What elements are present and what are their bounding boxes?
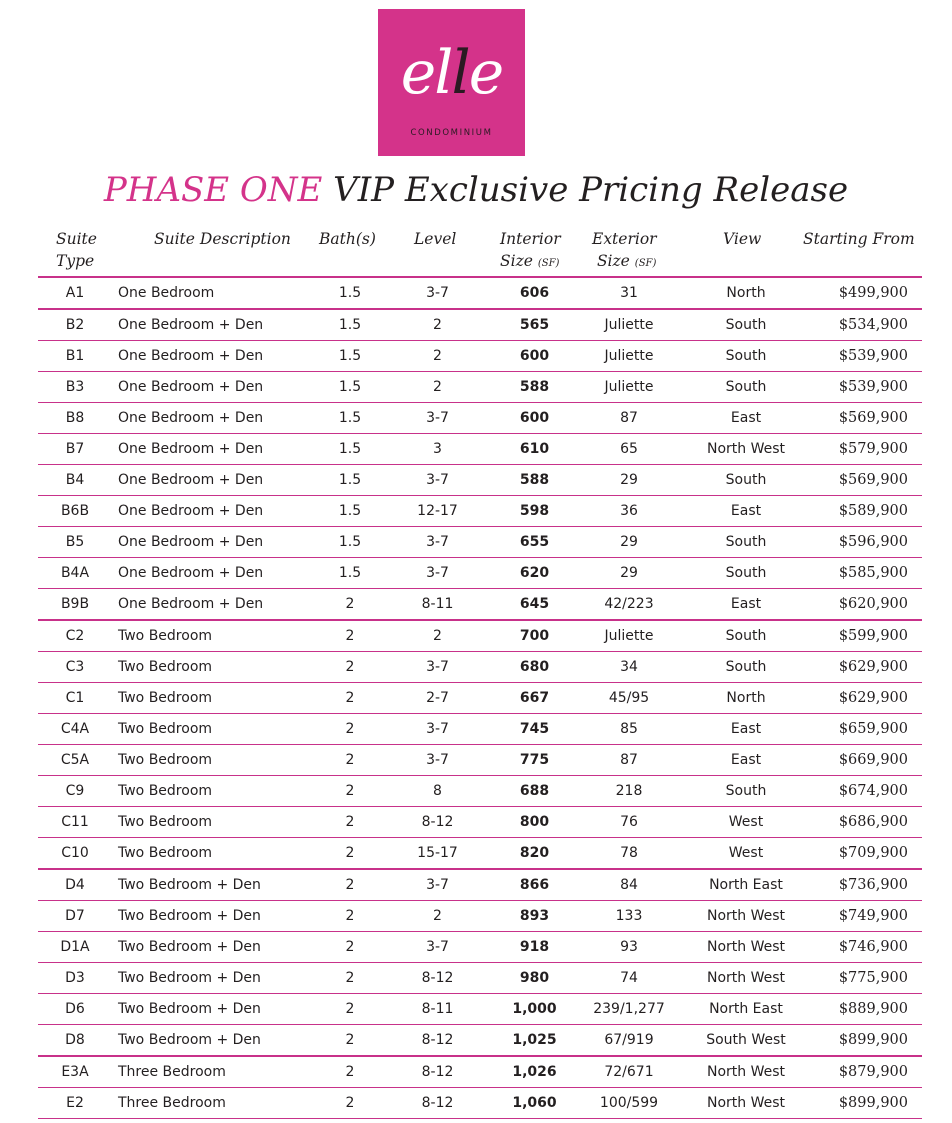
level-cell: 8-12 [392,807,483,838]
exterior-size-cell: 239/1,277 [586,994,672,1025]
baths-cell: 1.5 [308,434,392,465]
starting-price-cell: $749,900 [820,901,922,932]
baths-cell: 2 [308,683,392,714]
header-suite-description: Suite Description [154,230,291,248]
exterior-size-cell: Juliette [586,620,672,652]
starting-price-cell: $539,900 [820,341,922,372]
suite-description-cell: Two Bedroom + Den [112,963,308,994]
suite-type-cell: B1 [38,341,112,372]
starting-price-cell: $569,900 [820,403,922,434]
table-row [38,994,922,1025]
exterior-size-cell: 84 [586,869,672,901]
starting-price-cell: $674,900 [820,776,922,807]
interior-size-cell: 598 [483,496,586,527]
level-cell: 2 [392,309,483,341]
starting-price-cell: $569,900 [820,465,922,496]
suite-type-cell: D4 [38,869,112,901]
exterior-size-cell: 45/95 [586,683,672,714]
interior-size-cell: 1,026 [483,1056,586,1088]
suite-type-cell: B4A [38,558,112,589]
interior-size-cell: 1,060 [483,1088,586,1119]
table-row [38,901,922,932]
level-cell: 3-7 [392,527,483,558]
view-cell: South [672,620,820,652]
starting-price-cell: $534,900 [820,309,922,341]
header-suite-type: Suite Type [56,230,97,270]
table-row [38,1056,922,1088]
starting-price-cell: $746,900 [820,932,922,963]
view-cell: East [672,714,820,745]
table-row [38,620,922,652]
interior-size-cell: 667 [483,683,586,714]
level-cell: 3-7 [392,652,483,683]
baths-cell: 2 [308,745,392,776]
exterior-size-cell: 133 [586,901,672,932]
suite-description-cell: Two Bedroom + Den [112,1025,308,1057]
baths-cell: 2 [308,901,392,932]
interior-size-cell: 918 [483,932,586,963]
baths-cell: 1.5 [308,496,392,527]
baths-cell: 2 [308,776,392,807]
starting-price-cell: $596,900 [820,527,922,558]
suite-description-cell: One Bedroom + Den [112,496,308,527]
interior-size-cell: 700 [483,620,586,652]
suite-type-cell: B2 [38,309,112,341]
suite-description-cell: Two Bedroom + Den [112,994,308,1025]
suite-type-cell: D6 [38,994,112,1025]
suite-type-cell: A1 [38,277,112,309]
exterior-size-cell: 87 [586,745,672,776]
interior-size-cell: 1,025 [483,1025,586,1057]
table-row [38,652,922,683]
view-cell: North West [672,1088,820,1119]
suite-type-cell: C1 [38,683,112,714]
table-row [38,341,922,372]
table-row [38,807,922,838]
suite-description-cell: Three Bedroom [112,1088,308,1119]
interior-size-cell: 588 [483,465,586,496]
starting-price-cell: $889,900 [820,994,922,1025]
baths-cell: 2 [308,1025,392,1057]
interior-size-cell: 610 [483,434,586,465]
starting-price-cell: $659,900 [820,714,922,745]
exterior-size-cell: 29 [586,558,672,589]
view-cell: South West [672,1025,820,1057]
starting-price-cell: $629,900 [820,683,922,714]
starting-price-cell: $669,900 [820,745,922,776]
table-row [38,932,922,963]
header-level: Level [414,230,457,248]
suite-type-cell: C5A [38,745,112,776]
exterior-size-cell: Juliette [586,341,672,372]
suite-description-cell: Two Bedroom [112,807,308,838]
table-row [38,277,922,309]
level-cell: 8-12 [392,963,483,994]
view-cell: South [672,309,820,341]
starting-price-cell: $620,900 [820,589,922,621]
table-row [38,527,922,558]
baths-cell: 1.5 [308,372,392,403]
interior-size-cell: 600 [483,403,586,434]
suite-type-cell: C4A [38,714,112,745]
starting-price-cell: $775,900 [820,963,922,994]
level-cell: 3-7 [392,403,483,434]
interior-size-cell: 688 [483,776,586,807]
level-cell: 2 [392,620,483,652]
table-row [38,309,922,341]
interior-size-cell: 655 [483,527,586,558]
view-cell: North West [672,901,820,932]
baths-cell: 2 [308,589,392,621]
exterior-size-cell: 218 [586,776,672,807]
suite-description-cell: One Bedroom + Den [112,341,308,372]
view-cell: South [672,465,820,496]
view-cell: North [672,683,820,714]
exterior-size-cell: 34 [586,652,672,683]
exterior-size-cell: 65 [586,434,672,465]
pricing-table [38,276,922,1119]
logo-subtitle: CONDOMINIUM [410,128,493,138]
baths-cell: 2 [308,932,392,963]
interior-size-cell: 866 [483,869,586,901]
level-cell: 15-17 [392,838,483,870]
baths-cell: 1.5 [308,465,392,496]
view-cell: East [672,496,820,527]
level-cell: 12-17 [392,496,483,527]
suite-description-cell: Two Bedroom [112,776,308,807]
exterior-size-cell: Juliette [586,372,672,403]
exterior-size-cell: 31 [586,277,672,309]
table-row [38,434,922,465]
view-cell: South [672,372,820,403]
suite-type-cell: E2 [38,1088,112,1119]
baths-cell: 2 [308,807,392,838]
exterior-size-cell: Juliette [586,309,672,341]
exterior-size-cell: 87 [586,403,672,434]
interior-size-cell: 600 [483,341,586,372]
starting-price-cell: $629,900 [820,652,922,683]
suite-type-cell: B9B [38,589,112,621]
exterior-size-cell: 36 [586,496,672,527]
interior-size-cell: 1,000 [483,994,586,1025]
header-interior-size: Interior Size (SF) [500,230,561,270]
view-cell: North East [672,994,820,1025]
view-cell: East [672,589,820,621]
suite-type-cell: C9 [38,776,112,807]
suite-description-cell: Two Bedroom [112,652,308,683]
suite-type-cell: B3 [38,372,112,403]
level-cell: 3-7 [392,714,483,745]
interior-size-cell: 745 [483,714,586,745]
view-cell: West [672,838,820,870]
interior-size-cell: 620 [483,558,586,589]
suite-description-cell: Two Bedroom [112,714,308,745]
interior-size-cell: 775 [483,745,586,776]
baths-cell: 2 [308,1056,392,1088]
suite-description-cell: One Bedroom + Den [112,372,308,403]
suite-description-cell: Three Bedroom [112,1056,308,1088]
baths-cell: 1.5 [308,403,392,434]
table-row [38,1088,922,1119]
suite-description-cell: One Bedroom + Den [112,589,308,621]
level-cell: 3-7 [392,932,483,963]
view-cell: South [672,527,820,558]
suite-description-cell: Two Bedroom [112,620,308,652]
suite-description-cell: Two Bedroom [112,838,308,870]
level-cell: 8-11 [392,589,483,621]
exterior-size-cell: 72/671 [586,1056,672,1088]
title-rest: VIP Exclusive Pricing Release [322,170,849,210]
level-cell: 3 [392,434,483,465]
baths-cell: 2 [308,838,392,870]
baths-cell: 2 [308,869,392,901]
interior-size-cell: 588 [483,372,586,403]
level-cell: 2 [392,372,483,403]
view-cell: South [672,776,820,807]
suite-type-cell: D1A [38,932,112,963]
interior-size-cell: 606 [483,277,586,309]
elle-logo [378,9,525,156]
starting-price-cell: $585,900 [820,558,922,589]
interior-size-cell: 893 [483,901,586,932]
suite-description-cell: One Bedroom + Den [112,558,308,589]
suite-type-cell: C11 [38,807,112,838]
header-exterior-size: Exterior Size (SF) [592,230,657,270]
level-cell: 8 [392,776,483,807]
table-row [38,683,922,714]
exterior-size-cell: 42/223 [586,589,672,621]
suite-description-cell: Two Bedroom + Den [112,901,308,932]
view-cell: South [672,652,820,683]
suite-type-cell: D7 [38,901,112,932]
starting-price-cell: $539,900 [820,372,922,403]
header-starting-from: Starting From [803,230,915,248]
starting-price-cell: $599,900 [820,620,922,652]
exterior-size-cell: 29 [586,527,672,558]
baths-cell: 1.5 [308,341,392,372]
exterior-size-cell: 78 [586,838,672,870]
table-row [38,496,922,527]
exterior-size-cell: 67/919 [586,1025,672,1057]
starting-price-cell: $899,900 [820,1025,922,1057]
suite-description-cell: One Bedroom + Den [112,527,308,558]
exterior-size-cell: 76 [586,807,672,838]
level-cell: 8-12 [392,1088,483,1119]
baths-cell: 2 [308,652,392,683]
starting-price-cell: $879,900 [820,1056,922,1088]
view-cell: East [672,745,820,776]
table-row [38,745,922,776]
suite-description-cell: Two Bedroom + Den [112,869,308,901]
level-cell: 3-7 [392,869,483,901]
view-cell: North West [672,1056,820,1088]
table-row [38,869,922,901]
suite-type-cell: C3 [38,652,112,683]
view-cell: East [672,403,820,434]
suite-type-cell: C2 [38,620,112,652]
table-row [38,838,922,870]
table-row [38,465,922,496]
view-cell: South [672,341,820,372]
interior-size-cell: 980 [483,963,586,994]
suite-type-cell: C10 [38,838,112,870]
level-cell: 8-12 [392,1056,483,1088]
suite-type-cell: B6B [38,496,112,527]
table-row [38,558,922,589]
view-cell: North [672,277,820,309]
exterior-size-cell: 100/599 [586,1088,672,1119]
view-cell: North West [672,434,820,465]
suite-description-cell: Two Bedroom + Den [112,932,308,963]
level-cell: 3-7 [392,558,483,589]
level-cell: 3-7 [392,745,483,776]
starting-price-cell: $686,900 [820,807,922,838]
exterior-size-cell: 74 [586,963,672,994]
starting-price-cell: $736,900 [820,869,922,901]
baths-cell: 1.5 [308,558,392,589]
suite-type-cell: B8 [38,403,112,434]
table-row [38,372,922,403]
baths-cell: 2 [308,1088,392,1119]
level-cell: 8-11 [392,994,483,1025]
suite-type-cell: B5 [38,527,112,558]
interior-size-cell: 565 [483,309,586,341]
suite-type-cell: E3A [38,1056,112,1088]
starting-price-cell: $579,900 [820,434,922,465]
title-phase: PHASE ONE [103,170,323,210]
starting-price-cell: $709,900 [820,838,922,870]
suite-description-cell: Two Bedroom [112,745,308,776]
header-baths: Bath(s) [319,230,376,248]
starting-price-cell: $589,900 [820,496,922,527]
suite-description-cell: One Bedroom [112,277,308,309]
level-cell: 8-12 [392,1025,483,1057]
table-row [38,776,922,807]
baths-cell: 1.5 [308,527,392,558]
view-cell: North West [672,963,820,994]
table-row [38,403,922,434]
exterior-size-cell: 85 [586,714,672,745]
interior-size-cell: 800 [483,807,586,838]
table-row [38,963,922,994]
starting-price-cell: $899,900 [820,1088,922,1119]
baths-cell: 2 [308,714,392,745]
view-cell: North West [672,932,820,963]
header-view: View [723,230,762,248]
suite-type-cell: D8 [38,1025,112,1057]
baths-cell: 2 [308,620,392,652]
table-row [38,1025,922,1057]
view-cell: West [672,807,820,838]
suite-type-cell: B7 [38,434,112,465]
exterior-size-cell: 93 [586,932,672,963]
suite-type-cell: D3 [38,963,112,994]
exterior-size-cell: 29 [586,465,672,496]
baths-cell: 1.5 [308,309,392,341]
baths-cell: 2 [308,994,392,1025]
level-cell: 2-7 [392,683,483,714]
table-row [38,589,922,621]
suite-type-cell: B4 [38,465,112,496]
table-row [38,714,922,745]
page-title [0,168,952,212]
level-cell: 2 [392,341,483,372]
baths-cell: 2 [308,963,392,994]
suite-description-cell: One Bedroom + Den [112,309,308,341]
suite-description-cell: One Bedroom + Den [112,434,308,465]
logo-wordmark: elle [400,38,503,108]
level-cell: 3-7 [392,277,483,309]
suite-description-cell: One Bedroom + Den [112,403,308,434]
starting-price-cell: $499,900 [820,277,922,309]
view-cell: South [672,558,820,589]
interior-size-cell: 820 [483,838,586,870]
level-cell: 3-7 [392,465,483,496]
baths-cell: 1.5 [308,277,392,309]
interior-size-cell: 645 [483,589,586,621]
interior-size-cell: 680 [483,652,586,683]
level-cell: 2 [392,901,483,932]
view-cell: North East [672,869,820,901]
suite-description-cell: Two Bedroom [112,683,308,714]
suite-description-cell: One Bedroom + Den [112,465,308,496]
